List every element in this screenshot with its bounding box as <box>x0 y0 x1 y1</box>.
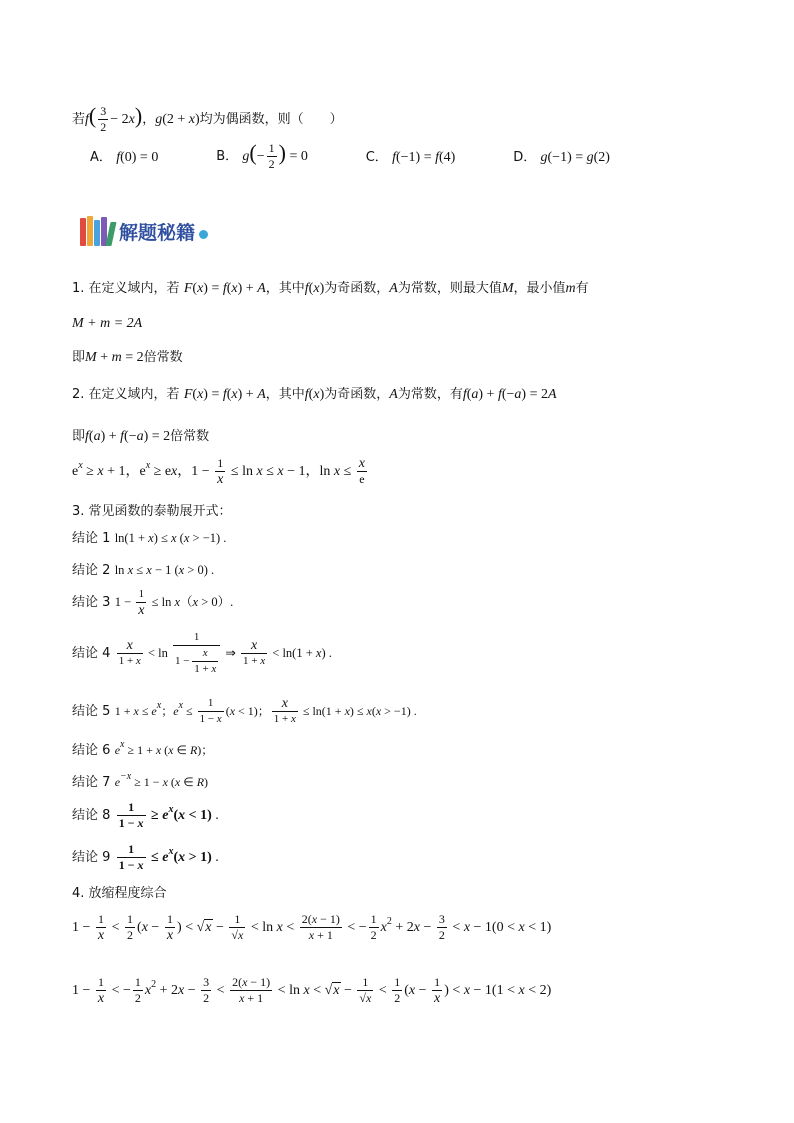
conclusion-5: 结论 5 $1 + x \le e^x$；$e^x$ ≤ $\frac{1}{1 - x}$ (x < 1)； $\frac{x}{1 + x}$ ≤ ln(1 + x) ≤ x(x > −1) . <box>72 696 417 725</box>
option-c[interactable]: C． f(−1) = f(4) <box>365 150 456 165</box>
stem-suffix: 均为偶函数，则（ ） <box>199 112 343 127</box>
conclusion-4: 结论 4 $\frac{x}{1 + x}$ < ln 1 1 − $\frac{x}{1 + x}$ ⇒ $\frac{x}{1 + x}$ < ln(1 + x) . <box>72 631 332 675</box>
option-d[interactable]: D． g(−1) = g(2) <box>513 150 610 165</box>
question-options <box>90 140 610 172</box>
tip-4-title: 4. 放缩程度综合 <box>72 886 167 901</box>
section-title: 解题秘籍 <box>119 221 196 244</box>
chain-1-to-2: 1 − $\frac{1}{x}$ < − $\frac{1}{2}$ $x^2 + 2x$ − $\frac{3}{2}$ < $\frac{2(x - 1)}{x + 1}$ < ln x < √x − $\frac{1}{√x}$ < $\frac{1}{2}$ (x − $\frac{1}{x}$ ) < x − 1(1 < x < 2) <box>72 975 552 1006</box>
stem-mid: ， <box>142 112 156 127</box>
option-b[interactable]: B． g(− $\frac{1}{2}$ ) = 0 <box>216 140 308 171</box>
option-a[interactable]: A． f(0) = 0 <box>90 150 159 165</box>
tip-2-conclusion: 即f(a) + f(−a) = 2倍常数 <box>72 429 210 444</box>
books-icon <box>80 216 115 246</box>
tip-1-equation: M + m = 2A <box>72 316 143 331</box>
conclusion-1: 结论 1 ln(1 + x) ≤ x (x > −1) . <box>72 531 227 546</box>
tip-1-conclusion: 即M + m = 2倍常数 <box>72 350 183 365</box>
tip-1: 1. 在定义域内，若 F(x) = f(x) + A，其中f(x)为奇函数，A为常数，则最大值M，最小值m有 <box>72 281 589 296</box>
conclusion-7: 结论 7 $e^{-x} \ge 1 - x$ (x ∈ R) <box>72 771 209 790</box>
conclusion-2: 结论 2 ln x ≤ x − 1 (x > 0) . <box>72 563 215 578</box>
tip-3-title: 3. 常见函数的泰勒展开式： <box>72 504 232 519</box>
section-header <box>80 216 208 246</box>
conclusion-8: 结论 8 $\frac{1}{1 - x}$ ≥ $e^x(x < 1)$ . <box>72 800 219 830</box>
header-dot-icon <box>199 230 208 239</box>
chain-0-to-1: 1 − $\frac{1}{x}$ < $\frac{1}{2}$ (x − $\frac{1}{x}$ ) < √x − $\frac{1}{√x}$ < ln x < $\frac{2(x - 1)}{x + 1}$ < − $\frac{1}{2}$ $x^2 + 2x$ − $\frac{3}{2}$ < x − 1(0 < x < 1) <box>72 912 552 943</box>
stem-prefix: 若 <box>72 112 86 127</box>
inequality-chain: $e^x \ge x + 1$，$e^x$ ≥ ex，1 − $\frac{1}{x}$ ≤ ln x ≤ x − 1，ln x ≤ $\frac{x}{e}$ <box>72 456 366 487</box>
conclusion-3: 结论 3 1 − $\frac{1}{x}$ ≤ ln x（x > 0）. <box>72 588 234 618</box>
conclusion-6: 结论 6 $e^x \ge 1 + x$ (x ∈ R)； <box>72 739 214 758</box>
conclusion-9: 结论 9 $\frac{1}{1 - x}$ ≤ $e^x(x > 1)$ . <box>72 842 219 872</box>
tip-2: 2. 在定义域内，若 F(x) = f(x) + A，其中f(x)为奇函数，A为常数，有f(a) + f(−a) = 2A <box>72 387 557 402</box>
question-stem: 若f( $\frac{3}{2}$ − 2x)，g(2 + x)均为偶函数，则（ ） <box>72 103 343 134</box>
